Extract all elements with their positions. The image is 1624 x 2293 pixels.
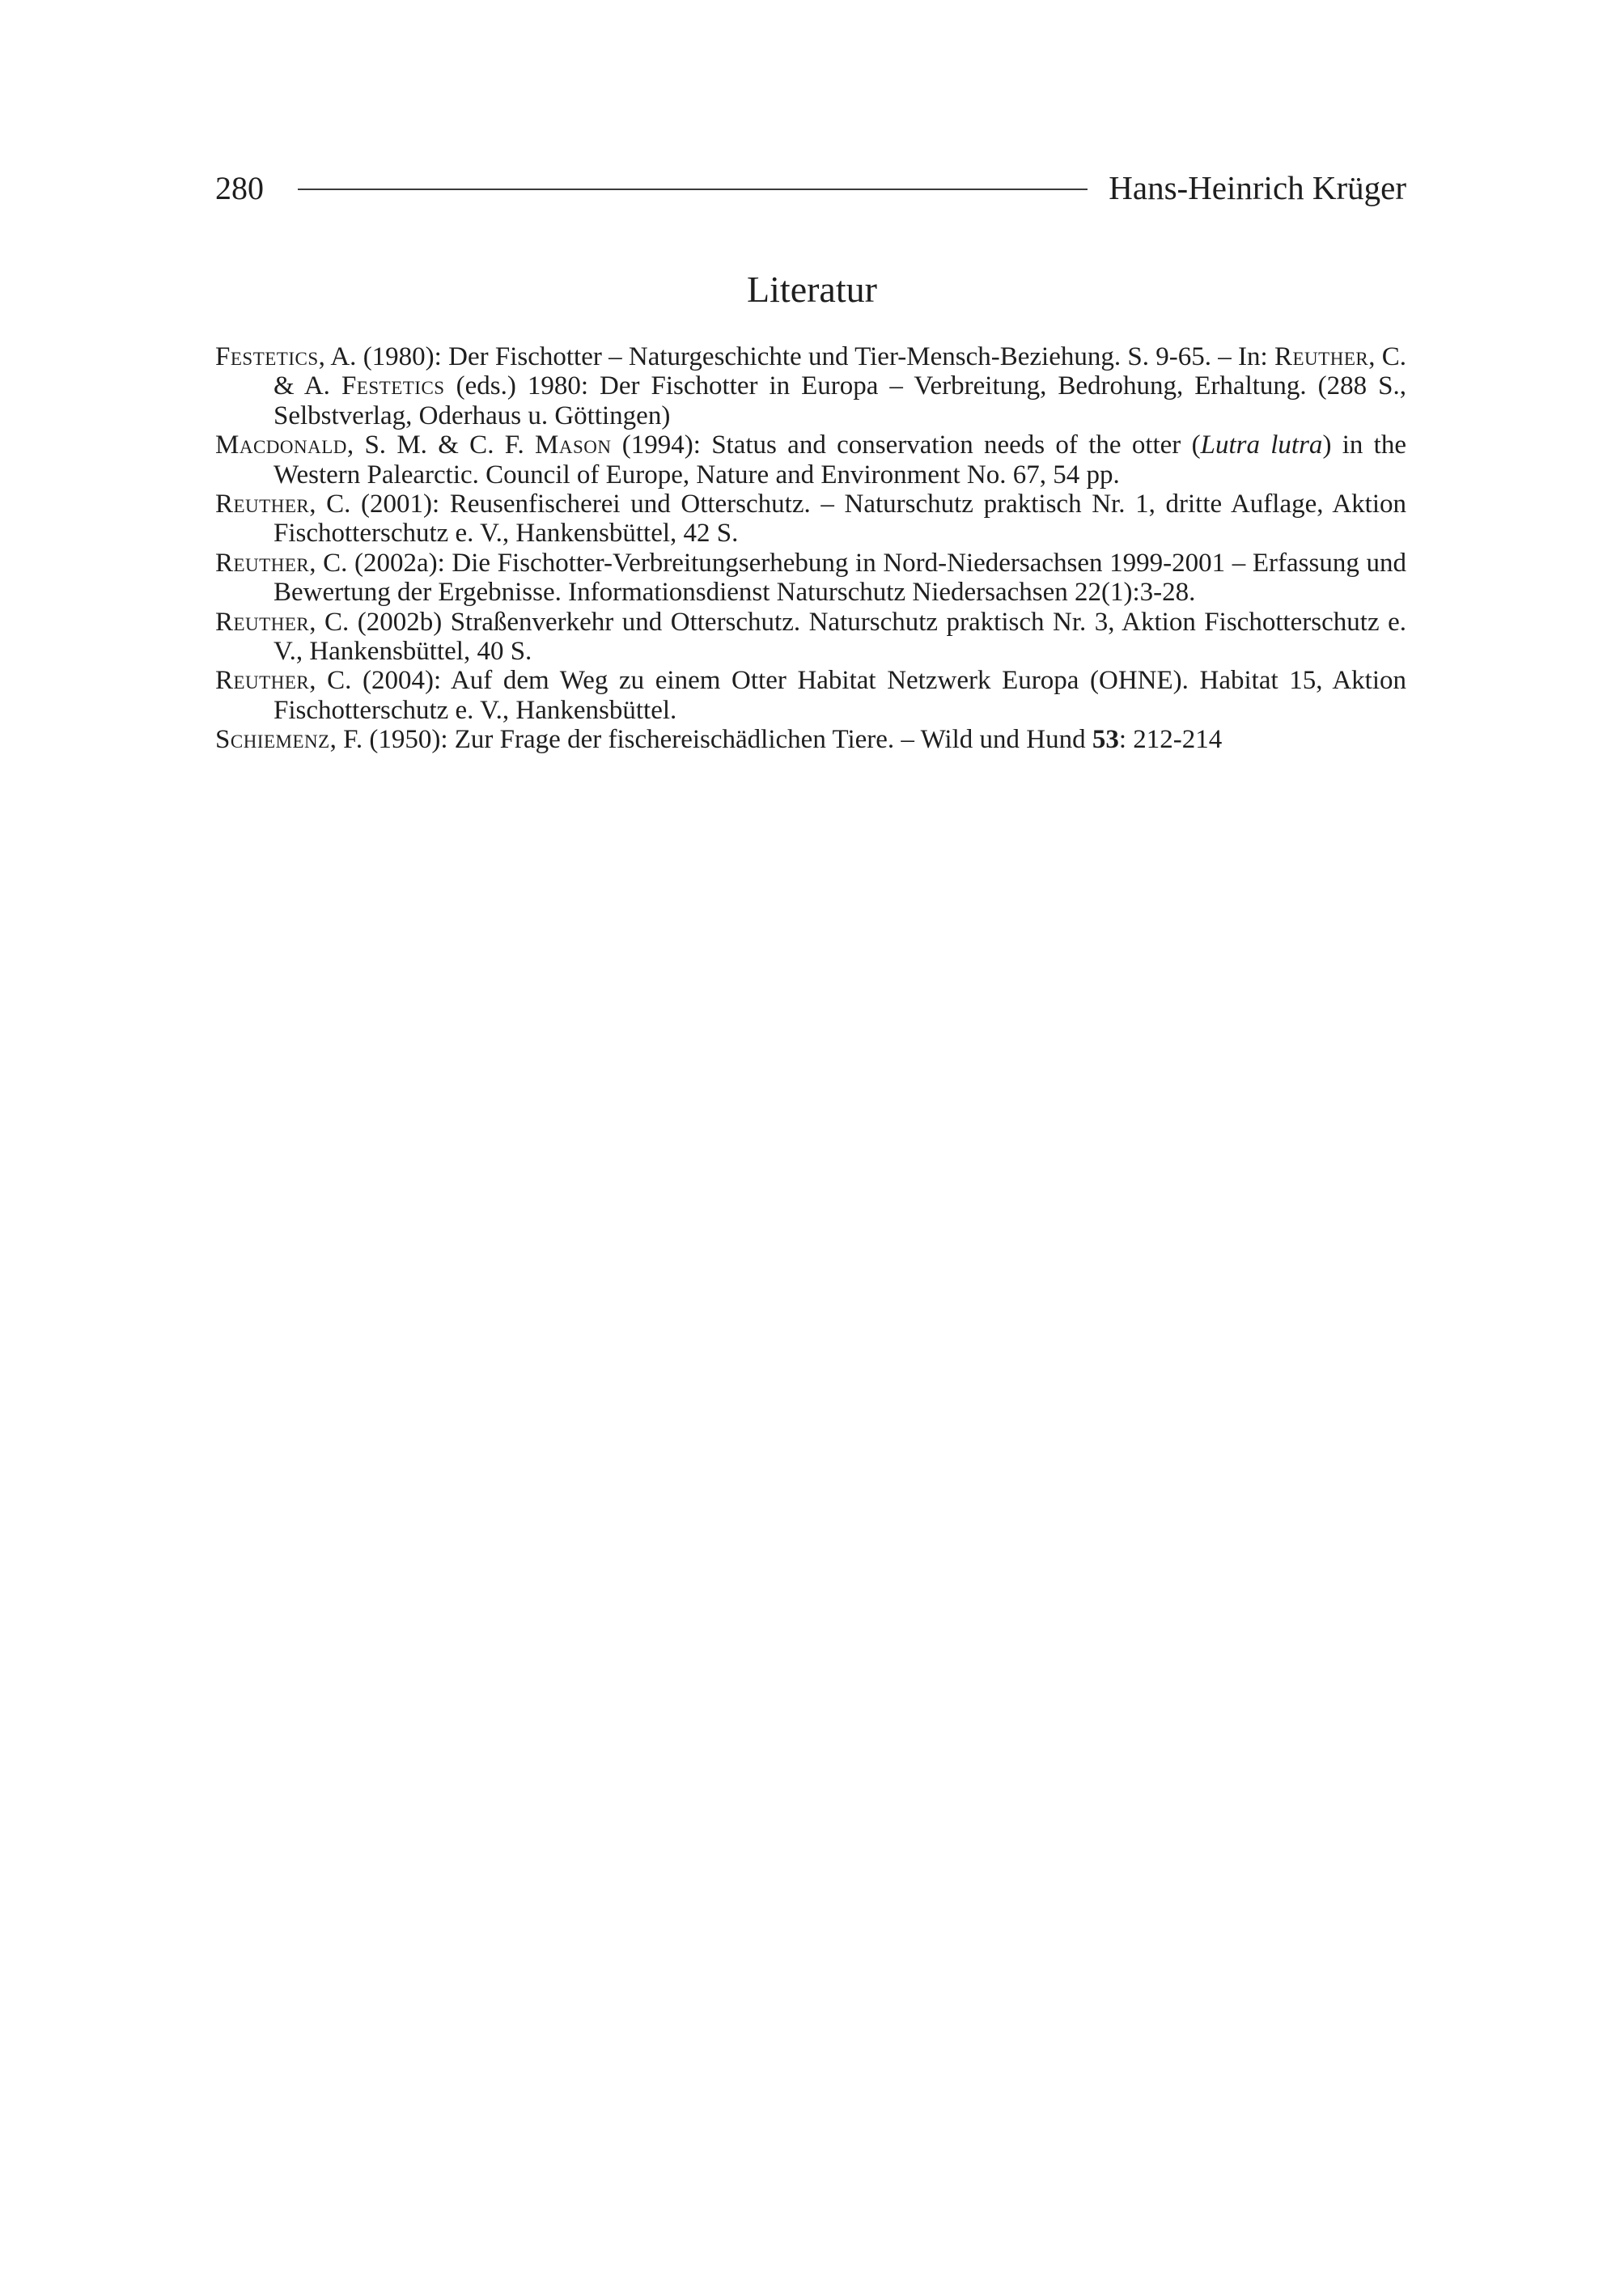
reference-author: Reuther — [215, 607, 310, 637]
reference-author: Reuther — [215, 666, 310, 696]
reference-text: 53 — [1092, 725, 1119, 755]
running-head-author: Hans-Heinrich Krüger — [1109, 169, 1406, 206]
reference-text: (eds.) 1980: Der Fischotter in Europa – Verbreitung, Bedrohung, Erhaltung. (288 S., Selbstverlag, Oderhaus u. Göttingen) — [273, 371, 1407, 430]
reference-text: , C. (2002a): Die Fischotter-Verbreitungserhebung in Nord-Niedersachsen 1999-2001 – Erfassung und Bewertung der Ergebnisse. Informationsdienst Naturschutz Niedersachsen 22(1):3-28. — [273, 548, 1406, 608]
reference-entry — [215, 430, 1406, 490]
reference-text: Lutra lutra — [1200, 430, 1323, 460]
reference-author: Reuther — [215, 548, 310, 578]
reference-entry — [215, 725, 1406, 754]
reference-text: : 212-214 — [1118, 725, 1223, 755]
reference-author: Reuther — [215, 490, 310, 519]
section-title: Literatur — [747, 269, 877, 310]
reference-text: (1994): Status and conservation needs of the otter ( — [611, 430, 1201, 460]
reference-author: Schiemenz — [215, 725, 330, 755]
running-header — [215, 165, 1406, 210]
reference-text: , F. (1950): Zur Frage der fischereischädlichen Tiere. – Wild und Hund — [329, 725, 1092, 755]
reference-text: ) in the Western Palearctic. Council of Europe, Nature and Environment No. 67, 54 pp. — [273, 430, 1406, 490]
reference-author: Reuther — [1274, 342, 1369, 371]
reference-text: , C. (2004): Auf dem Weg zu einem Otter Habitat Netzwerk Europa (OHNE). Habitat 15, Aktion Fischotterschutz e. V., Hankensbüttel. — [273, 666, 1406, 725]
reference-entry — [215, 342, 1406, 430]
reference-entry — [215, 666, 1406, 725]
page-number: 280 — [215, 169, 264, 206]
reference-entry — [215, 549, 1406, 608]
reference-entry — [215, 490, 1406, 549]
reference-author: Macdonald — [215, 430, 347, 460]
reference-text: , S. M. & C. F. — [346, 430, 535, 460]
reference-text: , C. (2002b) Straßenverkehr und Otterschutz. Naturschutz praktisch Nr. 3, Aktion Fischotterschutz e. V., Hankensbüttel, 40 S. — [273, 607, 1406, 667]
reference-author: Festetics — [341, 371, 445, 401]
reference-entry — [215, 608, 1406, 667]
header-rule — [298, 189, 1088, 190]
reference-text: , C. & A. — [273, 342, 1407, 401]
reference-text: , A. (1980): Der Fischotter – Naturgeschichte und Tier-Mensch-Beziehung. S. 9-65. – In: — [318, 342, 1274, 371]
reference-author: Mason — [535, 430, 612, 460]
reference-author: Festetics — [215, 342, 319, 371]
reference-list — [215, 342, 1406, 755]
reference-text: , C. (2001): Reusenfischerei und Otterschutz. – Naturschutz praktisch Nr. 1, dritte Auflage, Aktion Fischotterschutz e. V., Hankensbüttel, 42 S. — [273, 490, 1406, 549]
